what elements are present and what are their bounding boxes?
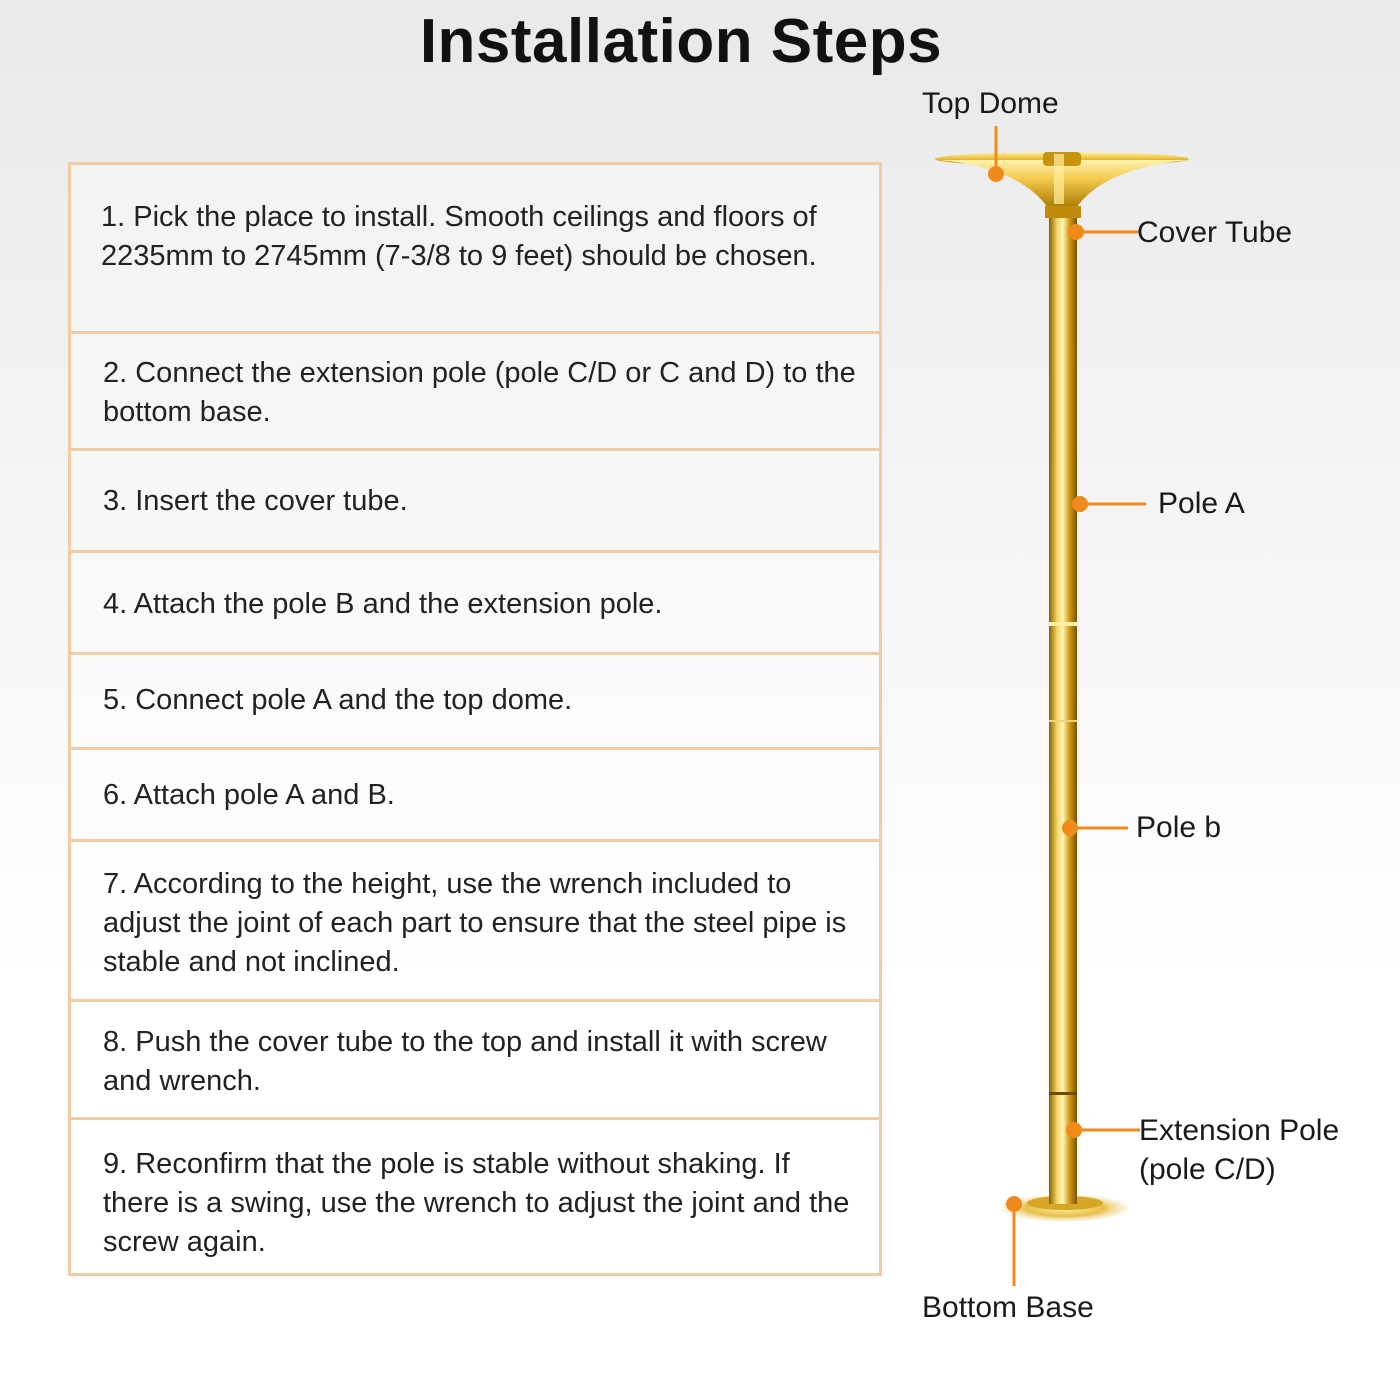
pole-diagram (900, 80, 1400, 1370)
pole-shaft (1049, 206, 1077, 1206)
bottom-base-dot (1006, 1196, 1022, 1212)
step-1 (71, 165, 879, 334)
step-8-text: 8. Push the cover tube to the top and install it with screw and wrench. (103, 1026, 827, 1097)
step-2 (71, 334, 879, 451)
top-dome-dot (988, 166, 1004, 182)
cover-tube-dot (1068, 224, 1084, 240)
page-title: Installation Steps (419, 7, 943, 76)
pole-a-dot (1072, 496, 1088, 512)
step-3 (71, 451, 879, 553)
pole-a-label: Pole A (1158, 487, 1245, 520)
step-8 (71, 1002, 879, 1120)
extension-pole-dot (1066, 1122, 1082, 1138)
top-dome-label: Top Dome (922, 87, 1059, 120)
top-dome-shape (935, 152, 1189, 208)
step-3-text: 3. Insert the cover tube. (103, 485, 408, 517)
step-7 (71, 842, 879, 1002)
step-5 (71, 655, 879, 750)
step-9 (71, 1120, 879, 1273)
step-6-text: 6. Attach pole A and B. (103, 779, 395, 811)
step-4-text: 4. Attach the pole B and the extension pole. (103, 588, 663, 620)
pole-b-label: Pole b (1136, 811, 1222, 844)
step-5-text: 5. Connect pole A and the top dome. (103, 684, 573, 716)
step-7-text: 7. According to the height, use the wrench included to adjust the joint of each part to ensure that the steel pipe is stable and not inclined. (103, 868, 847, 978)
cover-tube-label: Cover Tube (1137, 216, 1293, 249)
bottom-base-label: Bottom Base (922, 1291, 1094, 1324)
step-9-text: 9. Reconfirm that the pole is stable without shaking. If there is a swing, use the wrench to adjust the joint and the screw again. (103, 1148, 850, 1258)
step-4 (71, 553, 879, 655)
step-6 (71, 750, 879, 842)
step-2-text: 2. Connect the extension pole (pole C/D or C and D) to the bottom base. (103, 357, 856, 428)
extension-pole-sublabel: (pole C/D) (1139, 1153, 1276, 1186)
extension-pole-label: Extension Pole (1139, 1114, 1340, 1147)
steps-list (68, 162, 882, 1276)
pole-b-dot (1062, 820, 1078, 836)
step-1-text: 1. Pick the place to install. Smooth ceilings and floors of 2235mm to 2745mm (7-3/8 to 9 feet) should be chosen. (101, 201, 817, 272)
